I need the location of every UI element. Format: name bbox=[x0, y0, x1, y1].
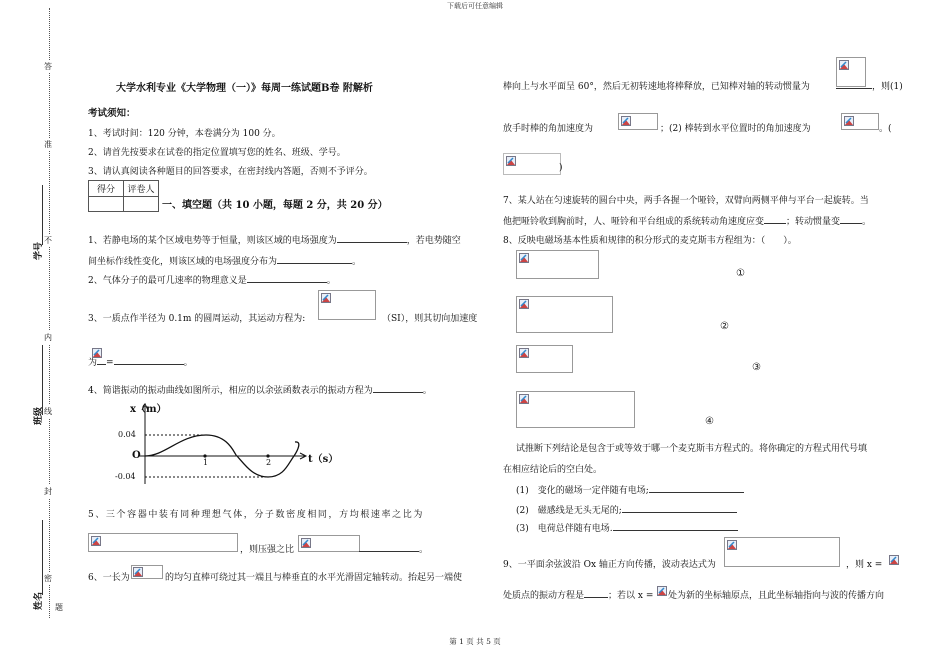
answer-blank[interactable] bbox=[584, 588, 608, 598]
question-6-text: 的均匀直棒可绕过其一端且与棒垂直的水平光滑固定轴转动。抬起另一端使 bbox=[165, 573, 463, 583]
broken-image-icon bbox=[621, 116, 631, 126]
name-field[interactable] bbox=[42, 520, 43, 595]
y-axis-label: x（m） bbox=[130, 404, 167, 415]
question-text: 。 bbox=[326, 276, 336, 286]
question-text: = bbox=[106, 358, 114, 368]
question-9-line-2-tail: 处为新的坐标轴原点，且此坐标轴指向与波的传播方向 bbox=[668, 591, 885, 601]
question-text: ；若以 x = bbox=[608, 591, 654, 601]
maxwell-equation-2 bbox=[516, 296, 613, 333]
score-cell[interactable] bbox=[89, 197, 124, 212]
equation-image bbox=[503, 153, 561, 175]
equation-number: ② bbox=[720, 321, 729, 332]
question-text: 4、简谐振动的振动曲线如图所示，相应的以余弦函数表示的振动方程为 bbox=[88, 386, 373, 396]
binding-char: 内 bbox=[44, 333, 52, 342]
binding-char: 不 bbox=[44, 236, 52, 245]
question-1-line-2 bbox=[88, 254, 361, 267]
question-8-desc-1: 试推断下列结论是包含于或等效于哪一个麦克斯韦方程式的。将你确定的方程式用代号填 bbox=[516, 444, 868, 454]
question-6-line-2: 棒向上与水平面呈 60°，然后无初转速地将棒释放，已知棒对轴的转动惯量为 bbox=[503, 82, 810, 92]
question-9: 9、一平面余弦波沿 Ox 轴正方向传播，波动表达式为 bbox=[503, 560, 716, 570]
equation-image bbox=[618, 113, 658, 130]
question-text: 。 bbox=[352, 257, 362, 267]
question-7-line-1: 7、某人站在匀速旋转的圆台中央，两手各握一个哑铃，双臂向两侧平伸与平台一起旋转。当 bbox=[503, 196, 869, 206]
vibration-graph bbox=[90, 398, 350, 488]
broken-image-icon bbox=[839, 60, 849, 70]
name-label: 姓名 bbox=[34, 591, 44, 610]
question-8-sub-3 bbox=[516, 521, 738, 534]
broken-image-icon bbox=[519, 348, 529, 358]
student-id-label: 学号 bbox=[34, 241, 44, 260]
question-8: 8、反映电磁场基本性质和规律的积分形式的麦克斯韦方程组为：（ ）。 bbox=[503, 236, 797, 246]
broken-image-icon bbox=[844, 116, 854, 126]
student-id-field[interactable] bbox=[42, 185, 43, 245]
question-9-line-2 bbox=[503, 588, 653, 601]
equation-image bbox=[88, 533, 238, 552]
notice-item: 3、请认真阅读各种题目的回答要求，在密封线内答题，否则不予评分。 bbox=[88, 167, 373, 177]
question-text: 为 bbox=[88, 358, 98, 368]
question-2 bbox=[88, 273, 336, 286]
equation-image bbox=[841, 113, 879, 130]
question-6-line-3: 放手时棒的角加速度为 bbox=[503, 124, 594, 134]
question-text: 间坐标作线性变化，则该区域的电场强度分布为 bbox=[88, 257, 278, 267]
maxwell-equation-3 bbox=[516, 345, 573, 373]
answer-blank[interactable] bbox=[247, 273, 327, 283]
question-3: 3、一质点作半径为 0.1m 的圆周运动，其运动方程为: bbox=[88, 314, 306, 324]
binding-dotted-line bbox=[49, 8, 50, 618]
question-6-line-3-end: 。( bbox=[879, 124, 892, 134]
answer-blank[interactable] bbox=[622, 503, 737, 513]
question-text: 1、若静电场的某个区域电势等于恒量，则该区域的电场强度为 bbox=[88, 236, 337, 246]
equation-number: ④ bbox=[705, 416, 714, 427]
maxwell-equation-1 bbox=[516, 250, 599, 279]
equation-image bbox=[298, 535, 360, 552]
class-label: 班级 bbox=[34, 406, 44, 425]
question-8-sub-2 bbox=[516, 503, 737, 516]
answer-blank[interactable] bbox=[836, 79, 872, 89]
broken-image-icon bbox=[519, 299, 529, 309]
binding-char: 题 bbox=[55, 603, 63, 612]
question-3-line-2 bbox=[88, 355, 193, 368]
question-text: (3) 电荷总伴随有电场. bbox=[516, 524, 613, 534]
answer-blank[interactable] bbox=[373, 383, 423, 393]
binding-char: 封 bbox=[44, 487, 52, 496]
binding-char: 准 bbox=[44, 140, 52, 149]
question-4 bbox=[88, 383, 432, 396]
score-header: 得分 bbox=[89, 181, 124, 197]
broken-image-icon bbox=[506, 156, 516, 166]
question-5-tail bbox=[240, 542, 294, 555]
x-axis-label: t（s） bbox=[308, 454, 339, 465]
class-field[interactable] bbox=[42, 345, 43, 415]
equation-image bbox=[724, 537, 840, 567]
answer-blank[interactable] bbox=[764, 214, 786, 224]
y-tick-label: -0.04 bbox=[115, 472, 136, 481]
question-text: ，则压强之比 bbox=[240, 545, 295, 555]
broken-image-icon bbox=[133, 567, 143, 577]
answer-blank[interactable] bbox=[114, 355, 184, 365]
answer-blank[interactable] bbox=[277, 254, 352, 264]
equation-number: ① bbox=[736, 268, 745, 279]
answer-blank[interactable] bbox=[359, 542, 419, 552]
notice-heading: 考试须知： bbox=[88, 108, 136, 119]
question-text: ，若电势随空 bbox=[406, 236, 461, 246]
question-6-close: ) bbox=[559, 163, 563, 173]
question-1-line-1 bbox=[88, 233, 461, 246]
score-table bbox=[88, 180, 159, 212]
question-6-line-2-tail bbox=[836, 79, 903, 92]
header-note: 下载后可任意编辑 bbox=[447, 2, 503, 10]
broken-image-icon bbox=[301, 538, 311, 548]
x-tick-label: 2 bbox=[266, 458, 272, 467]
broken-image-icon bbox=[519, 394, 529, 404]
answer-blank[interactable] bbox=[613, 521, 738, 531]
question-text: 。 bbox=[183, 358, 193, 368]
binding-char: 答 bbox=[44, 62, 52, 71]
question-5: 5、三个容器中装有同种理想气体，分子数密度相同，方均根速率之比为 bbox=[88, 510, 424, 520]
question-text: 。 bbox=[862, 217, 872, 227]
question-text: 。 bbox=[422, 386, 432, 396]
question-5-end bbox=[359, 542, 428, 555]
notice-item: 1、考试时间：120 分钟，本卷满分为 100 分。 bbox=[88, 129, 281, 139]
grader-cell[interactable] bbox=[124, 197, 159, 212]
question-text: 处质点的振动方程是 bbox=[503, 591, 585, 601]
section-heading: 一、填空题（共 10 小题，每题 2 分，共 20 分） bbox=[162, 200, 388, 211]
question-text: 2、气体分子的最可几速率的物理意义是 bbox=[88, 276, 247, 286]
answer-blank[interactable] bbox=[337, 233, 407, 243]
broken-image-icon bbox=[889, 555, 899, 565]
equation-image bbox=[131, 565, 163, 579]
question-6-line-3-mid: ；(2) 棒转到水平位置时的角加速度为 bbox=[660, 124, 811, 134]
question-text: (1) 变化的磁场一定伴随有电场; bbox=[516, 486, 649, 496]
equation-image bbox=[318, 290, 376, 320]
question-text: ；转动惯量变 bbox=[786, 217, 841, 227]
question-text: (2) 磁感线是无头无尾的; bbox=[516, 506, 622, 516]
question-6: 6、一长为 bbox=[88, 573, 130, 583]
question-text: 。 bbox=[419, 545, 429, 555]
question-8-desc-2: 在相应结论后的空白处。 bbox=[503, 465, 603, 475]
answer-blank[interactable] bbox=[840, 214, 862, 224]
notice-item: 2、请首先按要求在试卷的指定位置填写您的姓名、班级、学号。 bbox=[88, 148, 346, 158]
grader-header: 评卷人 bbox=[124, 181, 159, 197]
question-8-sub-1 bbox=[516, 483, 744, 496]
y-tick-label: 0.04 bbox=[118, 430, 136, 439]
broken-image-icon bbox=[519, 253, 529, 263]
maxwell-equation-4 bbox=[516, 391, 635, 428]
question-text: 他把哑铃收到胸前时，人、哑铃和平台组成的系统转动角速度应变 bbox=[503, 217, 765, 227]
equation-number: ③ bbox=[752, 362, 761, 373]
origin-label: O bbox=[132, 450, 141, 461]
broken-image-icon bbox=[727, 540, 737, 550]
binding-char: 线 bbox=[44, 407, 52, 416]
page-number: 第 1 页 共 5 页 bbox=[449, 637, 501, 646]
binding-char: 密 bbox=[44, 574, 52, 583]
broken-image-icon bbox=[91, 536, 101, 546]
answer-blank[interactable] bbox=[649, 483, 744, 493]
question-9-tail: ，则 x = bbox=[846, 560, 883, 570]
question-text: ，则(1) bbox=[872, 82, 903, 92]
broken-image-icon bbox=[321, 293, 331, 303]
question-7-line-2 bbox=[503, 214, 871, 227]
broken-image-icon bbox=[92, 348, 102, 358]
question-3-tail: （SI），则其切向加速度 bbox=[382, 314, 478, 324]
broken-image-icon bbox=[657, 586, 667, 596]
exam-title: 大学水利专业《大学物理（一）》每周一练试题B卷 附解析 bbox=[116, 83, 373, 94]
x-tick-label: 1 bbox=[203, 458, 209, 467]
